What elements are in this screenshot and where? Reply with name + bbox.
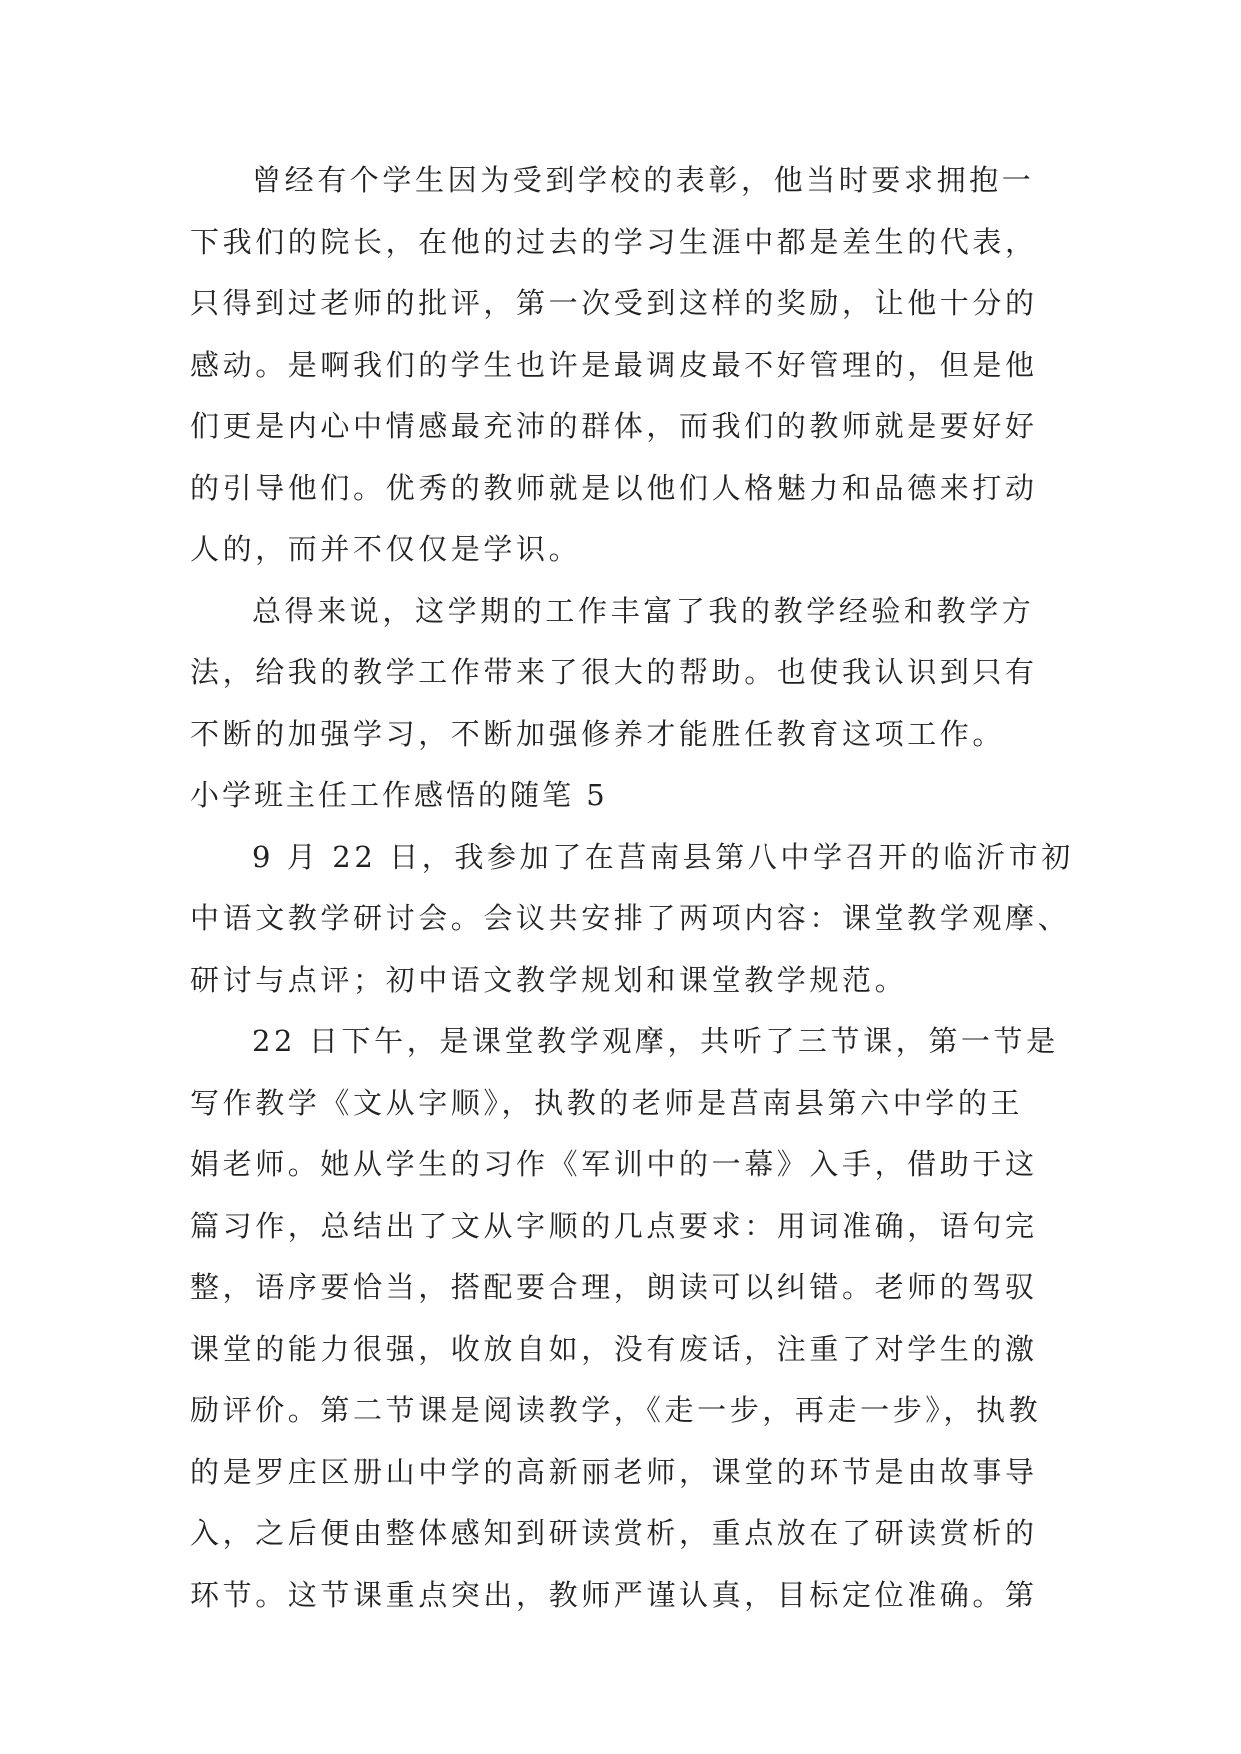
text-line: 研讨与点评；初中语文教学规划和课堂教学规范。	[190, 962, 908, 997]
text-line: 22 日下午，是课堂教学观摩，共听了三节课，第一节是	[252, 1024, 1059, 1058]
text-line: 励评价。第二节课是阅读教学，《走一步，再走一步》，执教	[190, 1393, 1042, 1427]
text-line: 不断的加强学习，不断加强修养才能胜任教育这项工作。	[190, 716, 1006, 751]
text-line: 课堂的能力很强，收放自如，没有废话，注重了对学生的激	[190, 1331, 1038, 1366]
text-line: 下我们的院长，在他的过去的学习生涯中都是差生的代表，	[190, 224, 1038, 259]
text-line: 写作教学《文从字顺》，执教的老师是莒南县第六中学的王	[190, 1085, 1024, 1120]
text-line: 们更是内心中情感最充沛的群体，而我们的教师就是要好好	[190, 409, 1038, 443]
text-line: 9 月 22 日，我参加了在莒南县第八中学召开的临沂市初	[252, 839, 1074, 874]
section-title: 小学班主任工作感悟的随笔 5	[190, 778, 608, 812]
text-line: 篇习作，总结出了文从字顺的几点要求：用词准确，语句完	[190, 1208, 1038, 1243]
text-line: 的引导他们。优秀的教师就是以他们人格魅力和品德来打动	[190, 470, 1038, 505]
text-line: 环节。这节课重点突出，教师严谨认真，目标定位准确。第	[190, 1577, 1038, 1612]
text-line: 娟老师。她从学生的习作《军训中的一幕》入手，借助于这	[190, 1147, 1038, 1181]
document-body	[190, 150, 1074, 1626]
text-line: 人的，而并不仅仅是学识。	[190, 532, 582, 566]
text-line: 法，给我的教学工作带来了很大的帮助。也使我认识到只有	[190, 655, 1038, 689]
text-line: 整，语序要恰当，搭配要合理，朗读可以纠错。老师的驾驭	[190, 1270, 1038, 1304]
paragraph	[190, 1011, 1059, 1626]
paragraph	[190, 827, 1074, 1012]
paragraph	[190, 150, 1050, 581]
text-line: 中语文教学研讨会。会议共安排了两项内容：课堂教学观摩、	[190, 901, 1071, 935]
text-line: 感动。是啊我们的学生也许是最调皮最不好管理的，但是他	[190, 347, 1038, 382]
text-line: 曾经有个学生因为受到学校的表彰，他当时要求拥抱一	[252, 163, 1035, 197]
text-line: 入，之后便由整体感知到研读赏析，重点放在了研读赏析的	[190, 1516, 1038, 1550]
text-line: 总得来说，这学期的工作丰富了我的教学经验和教学方	[252, 593, 1035, 628]
text-line: 只得到过老师的批评，第一次受到这样的奖励，让他十分的	[190, 286, 1038, 320]
paragraph	[190, 581, 1050, 766]
text-line: 的是罗庄区册山中学的高新丽老师，课堂的环节是由故事导	[190, 1454, 1038, 1489]
